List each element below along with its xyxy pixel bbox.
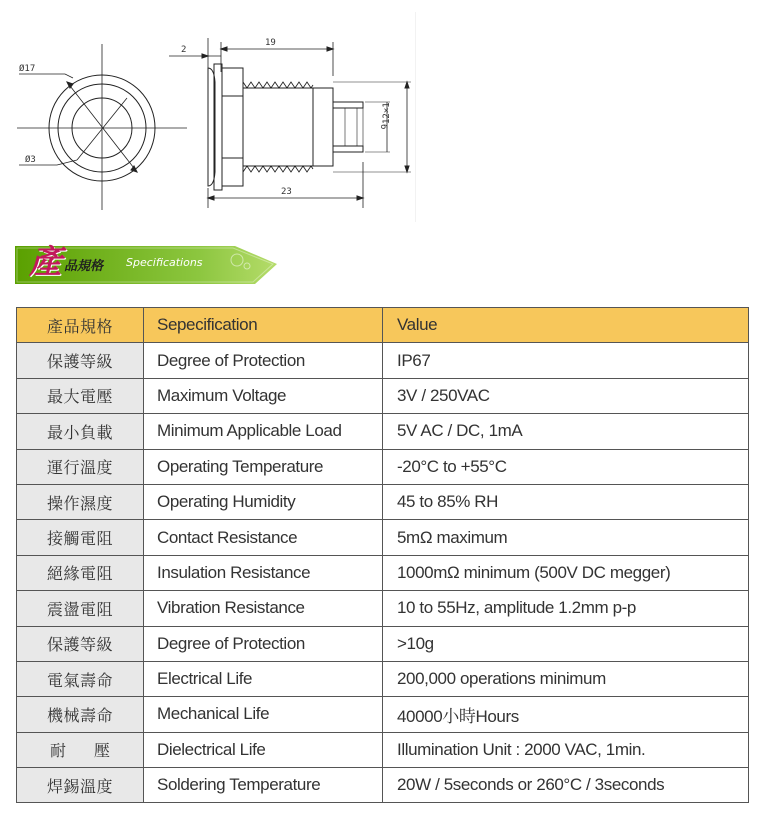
header-en: Sepecification bbox=[144, 308, 383, 343]
row-value: 10 to 55Hz, amplitude 1.2mm p-p bbox=[383, 591, 749, 626]
table-row bbox=[17, 520, 749, 555]
table-row bbox=[17, 768, 749, 803]
banner-title-zh: 品規格 bbox=[64, 259, 104, 274]
row-en: Electrical Life bbox=[144, 661, 383, 696]
row-zh: 絕緣電阻 bbox=[17, 555, 144, 590]
row-en: Vibration Resistance bbox=[144, 591, 383, 626]
dim-thread: 12×1 bbox=[382, 102, 392, 124]
table-row bbox=[17, 591, 749, 626]
row-zh: 耐壓 bbox=[17, 732, 144, 767]
row-zh: 震盪電阻 bbox=[17, 591, 144, 626]
row-zh: 最大電壓 bbox=[17, 378, 144, 413]
table-row bbox=[17, 449, 749, 484]
row-en: Minimum Applicable Load bbox=[144, 414, 383, 449]
table-row bbox=[17, 378, 749, 413]
row-en: Dielectrical Life bbox=[144, 732, 383, 767]
dim-top-small: 2 bbox=[181, 45, 187, 55]
row-en: Mechanical Life bbox=[144, 697, 383, 732]
row-value: IP67 bbox=[383, 343, 749, 378]
row-en: Degree of Protection bbox=[144, 343, 383, 378]
row-en: Maximum Voltage bbox=[144, 378, 383, 413]
row-value: 5mΩ maximum bbox=[383, 520, 749, 555]
table-row bbox=[17, 414, 749, 449]
dim-diameter-inner: Ø3 bbox=[25, 155, 36, 165]
row-zh: 操作濕度 bbox=[17, 484, 144, 519]
table-header-row bbox=[17, 308, 749, 343]
technical-drawing bbox=[15, 12, 416, 222]
row-value: 45 to 85% RH bbox=[383, 484, 749, 519]
row-zh: 運行溫度 bbox=[17, 449, 144, 484]
row-value: Illumination Unit : 2000 VAC, 1min. bbox=[383, 732, 749, 767]
row-zh: 電氣壽命 bbox=[17, 661, 144, 696]
dim-diameter-outer: Ø17 bbox=[19, 64, 36, 74]
row-zh: 保護等級 bbox=[17, 626, 144, 661]
dim-bottom-length: 23 bbox=[281, 187, 292, 197]
dim-top-length: 19 bbox=[265, 38, 276, 48]
row-zh: 機械壽命 bbox=[17, 697, 144, 732]
row-en: Degree of Protection bbox=[144, 626, 383, 661]
banner-big-char: 產 bbox=[29, 242, 62, 281]
table-row bbox=[17, 697, 749, 732]
row-value: 3V / 250VAC bbox=[383, 378, 749, 413]
row-zh: 保護等級 bbox=[17, 343, 144, 378]
table-row bbox=[17, 343, 749, 378]
row-value: -20°C to +55°C bbox=[383, 449, 749, 484]
row-value: 40000小時Hours bbox=[383, 697, 749, 732]
row-en: Operating Humidity bbox=[144, 484, 383, 519]
row-zh: 接觸電阻 bbox=[17, 520, 144, 555]
row-zh: 焊錫溫度 bbox=[17, 768, 144, 803]
header-value: Value bbox=[383, 308, 749, 343]
table-row bbox=[17, 555, 749, 590]
table-row bbox=[17, 484, 749, 519]
row-en: Insulation Resistance bbox=[144, 555, 383, 590]
row-en: Operating Temperature bbox=[144, 449, 383, 484]
specifications-banner bbox=[15, 236, 277, 288]
specification-table bbox=[16, 307, 749, 803]
row-zh: 最小負載 bbox=[17, 414, 144, 449]
banner-title-en: Specifications bbox=[126, 256, 203, 269]
table-row bbox=[17, 626, 749, 661]
row-en: Soldering Temperature bbox=[144, 768, 383, 803]
row-value: 5V AC / DC, 1mA bbox=[383, 414, 749, 449]
row-value: 20W / 5seconds or 260°C / 3seconds bbox=[383, 768, 749, 803]
header-zh: 產品規格 bbox=[17, 308, 144, 343]
row-en: Contact Resistance bbox=[144, 520, 383, 555]
table-row bbox=[17, 661, 749, 696]
row-value: 1000mΩ minimum (500V DC megger) bbox=[383, 555, 749, 590]
dimension-drawing-svg bbox=[15, 12, 416, 222]
row-value: >10g bbox=[383, 626, 749, 661]
row-value: 200,000 operations minimum bbox=[383, 661, 749, 696]
table-row bbox=[17, 732, 749, 767]
dim-pin: 6 bbox=[378, 124, 388, 130]
